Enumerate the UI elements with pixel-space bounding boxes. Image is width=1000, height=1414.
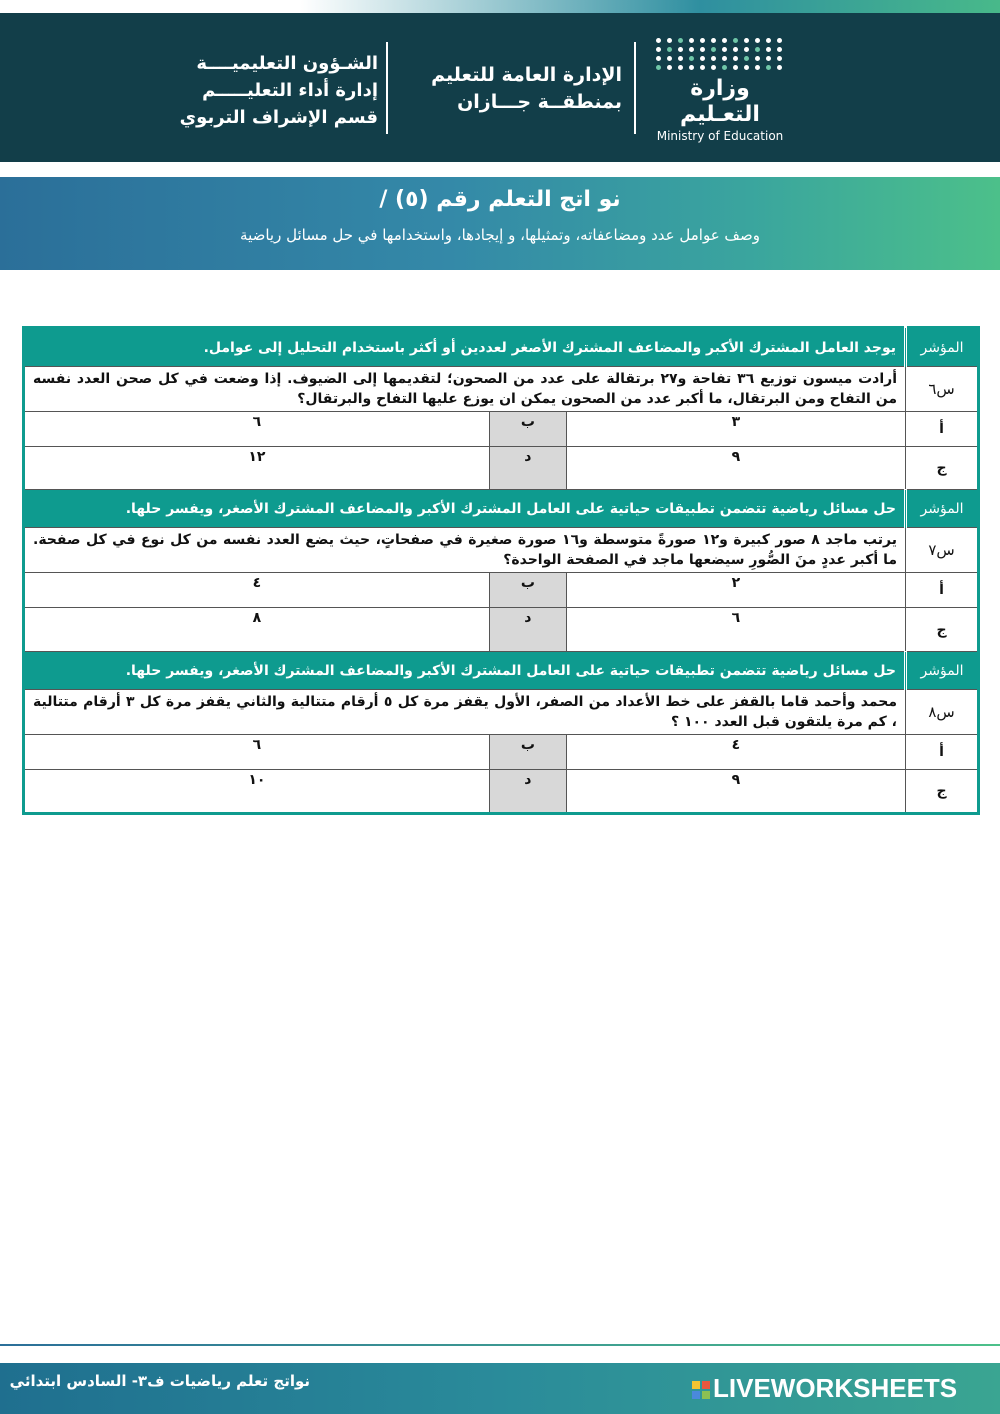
option-label: أ [906,735,979,770]
ministry-name-ar: وزارة التعـليم [680,76,760,127]
option-value[interactable]: ٩ [566,447,905,490]
indicator-row [24,328,979,367]
option-value[interactable]: ٤ [566,735,905,770]
option-value[interactable]: ١٢ [24,447,490,490]
region-line-1: الإدارة العامة للتعليم [431,64,622,86]
option-value[interactable]: ٦ [566,608,905,652]
option-value[interactable]: ٣ [566,412,905,447]
liveworksheets-grid-icon [692,1381,710,1399]
dept-line-1: الشـؤون التعليميــــة [196,53,378,74]
department-title [158,50,378,131]
option-label: ج [906,608,979,652]
question-row [24,528,979,573]
region-title [412,62,622,116]
brand-name: LIVEWORKSHEETS [713,1373,958,1403]
indicator-text: يوجد العامل المشترك الأكبر والمضاعف المشترك الأصغر لعددين أو أكثر باستخدام التحليل إلى عوامل. [24,328,906,367]
page-header [0,0,1000,162]
option-label: ب [489,412,566,447]
option-label: ج [906,447,979,490]
option-value[interactable]: ٩ [566,770,905,814]
ministry-dots-icon [650,38,790,70]
question-number: س٦ [906,367,979,412]
option-value[interactable]: ٦ [24,412,490,447]
option-value[interactable]: ٨ [24,608,490,652]
options-row [24,770,979,814]
indicator-label: المؤشر [906,652,979,690]
option-label: د [489,608,566,652]
option-label: ج [906,770,979,814]
question-text: أرادت ميسون توزيع ٣٦ تفاحة و٢٧ برتقالة على عدد من الصحون؛ لتقديمها إلى الضيوف. إذا وضعت في كل صحن العدد نفسه من التفاح ومن البرتقال، ما أكبر عدد من الصحون يمكن ان يوزع عليها التفاح والبرتقال؟ [24,367,906,412]
liveworksheets-logo[interactable] [692,1373,957,1404]
region-line-2: بمنطقــة جـــازان [457,91,622,113]
page-footer [0,1363,1000,1414]
questions-table [22,326,980,815]
ministry-name-en: Ministry of Education [656,129,784,143]
header-top-stripe [0,0,1000,13]
option-label: أ [906,412,979,447]
option-label: د [489,770,566,814]
question-text: محمد وأحمد قاما بالقفز على خط الأعداد من الصفر، الأول يقفز مرة كل ٥ أرقام متتالية والثاني يقفز مرة كل ٣ أرقام متتالية ، كم مرة يلتقون قبل العدد ١٠٠ ؟ [24,690,906,735]
outcome-title: نو اتج التعلم رقم (٥) / [379,187,621,212]
option-label: أ [906,573,979,608]
options-row [24,573,979,608]
option-value[interactable]: ٤ [24,573,490,608]
options-row [24,447,979,490]
header-divider [386,42,388,134]
option-value[interactable]: ١٠ [24,770,490,814]
question-row [24,367,979,412]
question-number: س٨ [906,690,979,735]
option-value[interactable]: ٢ [566,573,905,608]
option-label: ب [489,735,566,770]
indicator-row [24,652,979,690]
indicator-text: حل مسائل رياضية تتضمن تطبيقات حياتية على العامل المشترك الأكبر والمضاعف المشترك الأصغر، ويفسر حلها. [24,490,906,528]
option-label: د [489,447,566,490]
indicator-row [24,490,979,528]
dept-line-3: قسم الإشراف التربوي [179,107,378,128]
indicator-label: المؤشر [906,328,979,367]
dept-line-2: إدارة أداء التعليـــــم [202,80,378,101]
question-row [24,690,979,735]
ministry-logo [650,38,790,144]
indicator-text: حل مسائل رياضية تتضمن تطبيقات حياتية على العامل المشترك الأكبر والمضاعف المشترك الأصغر، ويفسر حلها. [24,652,906,690]
option-label: ب [489,573,566,608]
question-text: يرتب ماجد ٨ صور كبيرة و١٢ صورةً متوسطة و١٦ صورة صغيرة في صفحاتٍ، حيث يضع العدد نفسه من كل نوع في كل صفحة. ما أكبر عددٍ منَ الصُّورِ سيضعها ماجد في الصفحة الواحدة؟ [24,528,906,573]
outcome-subtitle: وصف عوامل عدد ومضاعفاته، وتمثيلها، و إيجادها، واستخدامها في حل مسائل رياضية [240,226,760,244]
options-row [24,608,979,652]
options-row [24,735,979,770]
outcome-band [0,177,1000,270]
footer-line [0,1344,1000,1346]
option-value[interactable]: ٦ [24,735,490,770]
indicator-label: المؤشر [906,490,979,528]
footer-text: نواتج تعلم رياضيات ف٣- السادس ابتدائي [9,1372,310,1390]
question-number: س٧ [906,528,979,573]
options-row [24,412,979,447]
header-divider [634,42,636,134]
